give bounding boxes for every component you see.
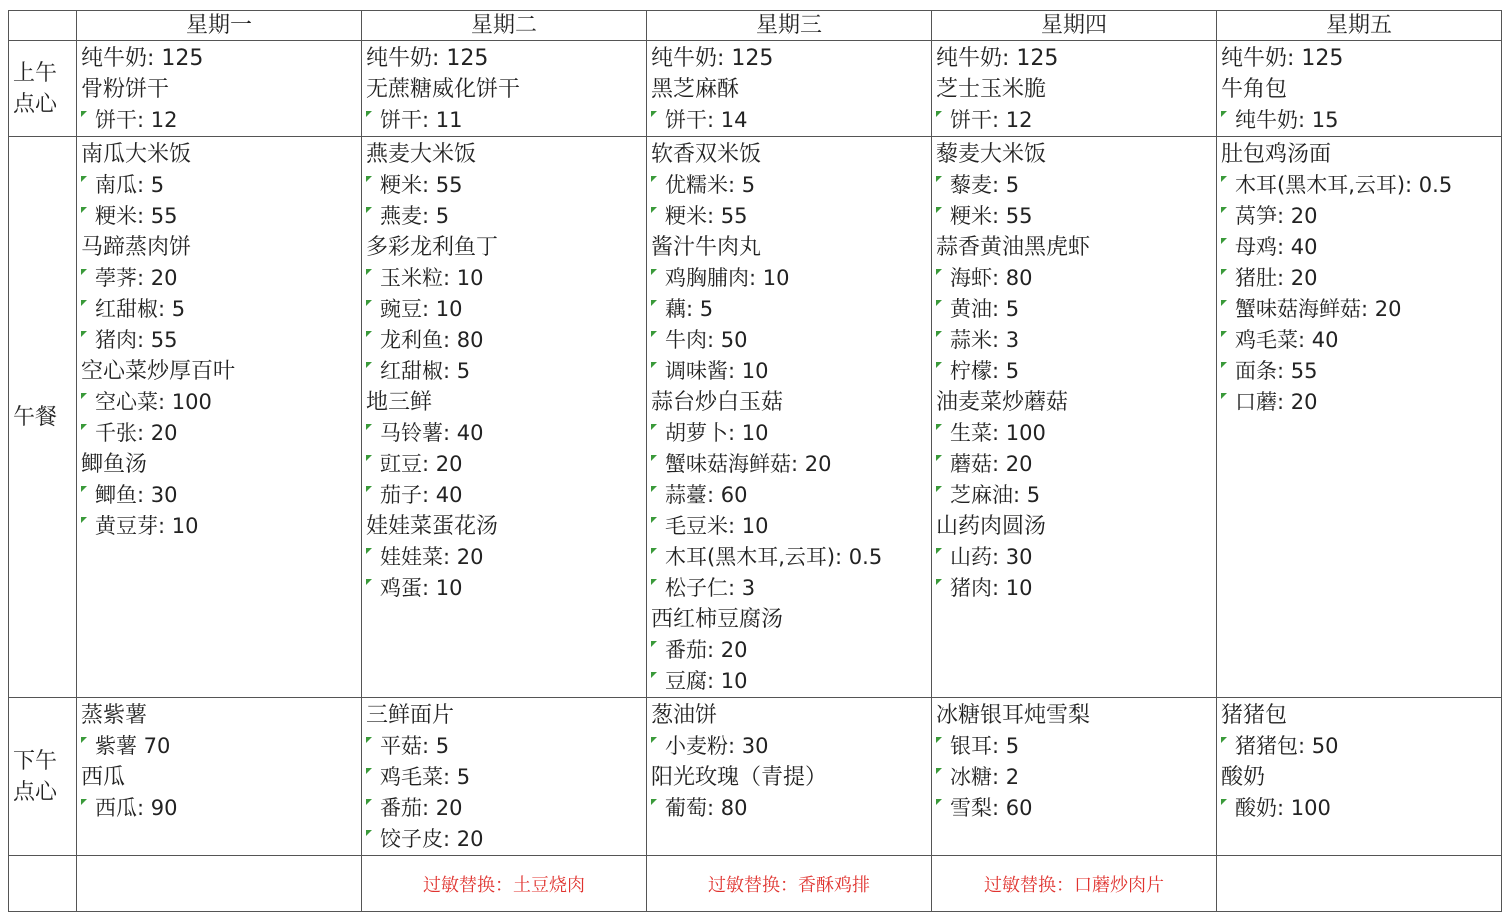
ingredient-item: 小麦粉: 30 (651, 731, 931, 762)
dish-name: 藜麦大米饭 (936, 142, 1047, 167)
allergy-note (1217, 856, 1502, 912)
ingredient-item: 荸荠: 20 (81, 263, 361, 294)
dish-name: 葱油饼 (651, 703, 718, 728)
ingredient-item: 调味酱: 10 (651, 356, 931, 387)
weekly-menu-table (8, 10, 1502, 912)
dish-name: 牛角包 (1221, 77, 1288, 102)
ingredient-item: 娃娃菜: 20 (366, 542, 646, 573)
menu-cell (932, 698, 1217, 856)
ingredient-item: 紫薯 70 (81, 731, 361, 762)
ingredient-item: 红甜椒: 5 (366, 356, 646, 387)
ingredient-item: 玉米粒: 10 (366, 263, 646, 294)
ingredient-item: 毛豆米: 10 (651, 511, 931, 542)
ingredient-item: 松子仁: 3 (651, 573, 931, 604)
ingredient-item: 纯牛奶: 15 (1221, 105, 1501, 136)
menu-cell (77, 41, 362, 137)
dish-name: 骨粉饼干 (81, 77, 170, 102)
dish-name: 西红柿豆腐汤 (651, 607, 784, 632)
menu-cell (1217, 41, 1502, 137)
ingredient-item: 饼干: 11 (366, 105, 646, 136)
dish-name: 纯牛奶: 125 (936, 46, 1059, 71)
dish-name: 芝士玉米脆 (936, 77, 1047, 102)
menu-cell (77, 137, 362, 698)
ingredient-item: 粳米: 55 (366, 170, 646, 201)
dish-name: 空心菜炒厚百叶 (81, 359, 236, 384)
ingredient-item: 海虾: 80 (936, 263, 1216, 294)
dish-name: 鲫鱼汤 (81, 452, 148, 477)
ingredient-item: 鸡毛菜: 40 (1221, 325, 1501, 356)
ingredient-item: 葡萄: 80 (651, 793, 931, 824)
dish-name: 蒜台炒白玉菇 (651, 390, 784, 415)
ingredient-item: 冰糖: 2 (936, 762, 1216, 793)
ingredient-item: 木耳(黑木耳,云耳): 0.5 (651, 542, 931, 573)
meal-row-afternoon (9, 698, 1502, 856)
allergy-note: 过敏替换：土豆烧肉 (362, 856, 647, 912)
day-header: 星期五 (1217, 11, 1502, 41)
dish-name: 地三鲜 (366, 390, 433, 415)
dish-name: 纯牛奶: 125 (1221, 46, 1344, 71)
ingredient-item: 茄子: 40 (366, 480, 646, 511)
ingredient-item: 面条: 55 (1221, 356, 1501, 387)
ingredient-item: 饼干: 14 (651, 105, 931, 136)
ingredient-item: 木耳(黑木耳,云耳): 0.5 (1221, 170, 1501, 201)
ingredient-item: 口蘑: 20 (1221, 387, 1501, 418)
dish-name: 冰糖银耳炖雪梨 (936, 703, 1091, 728)
dish-name: 酸奶 (1221, 765, 1266, 790)
ingredient-item: 番茄: 20 (651, 635, 931, 666)
ingredient-item: 优糯米: 5 (651, 170, 931, 201)
allergy-note (77, 856, 362, 912)
meal-label: 下午 点心 (9, 698, 77, 856)
allergy-note: 过敏替换：口蘑炒肉片 (932, 856, 1217, 912)
menu-cell (1217, 137, 1502, 698)
menu-cell (647, 137, 932, 698)
day-header: 星期二 (362, 11, 647, 41)
dish-name: 无蔗糖威化饼干 (366, 77, 521, 102)
ingredient-item: 生菜: 100 (936, 418, 1216, 449)
dish-name: 蒜香黄油黑虎虾 (936, 235, 1091, 260)
ingredient-item: 南瓜: 5 (81, 170, 361, 201)
dish-name: 阳光玫瑰（青提） (651, 765, 828, 790)
ingredient-item: 母鸡: 40 (1221, 232, 1501, 263)
dish-name: 黑芝麻酥 (651, 77, 740, 102)
dish-name: 油麦菜炒蘑菇 (936, 390, 1069, 415)
ingredient-item: 千张: 20 (81, 418, 361, 449)
dish-name: 燕麦大米饭 (366, 142, 477, 167)
ingredient-item: 平菇: 5 (366, 731, 646, 762)
ingredient-item: 猪猪包: 50 (1221, 731, 1501, 762)
dish-name: 酱汁牛肉丸 (651, 235, 762, 260)
menu-cell (647, 41, 932, 137)
ingredient-item: 西瓜: 90 (81, 793, 361, 824)
corner-cell (9, 11, 77, 41)
ingredient-item: 鸡胸脯肉: 10 (651, 263, 931, 294)
dish-name: 山药肉圆汤 (936, 514, 1047, 539)
ingredient-item: 饼干: 12 (81, 105, 361, 136)
ingredient-item: 鸡毛菜: 5 (366, 762, 646, 793)
day-header: 星期一 (77, 11, 362, 41)
ingredient-item: 鲫鱼: 30 (81, 480, 361, 511)
ingredient-item: 马铃薯: 40 (366, 418, 646, 449)
menu-cell (932, 41, 1217, 137)
dish-name: 猪猪包 (1221, 703, 1288, 728)
day-header: 星期四 (932, 11, 1217, 41)
ingredient-item: 番茄: 20 (366, 793, 646, 824)
meal-label: 午餐 (9, 137, 77, 698)
ingredient-item: 粳米: 55 (81, 201, 361, 232)
menu-cell (362, 41, 647, 137)
ingredient-item: 黄豆芽: 10 (81, 511, 361, 542)
menu-cell (77, 698, 362, 856)
meal-row-lunch (9, 137, 1502, 698)
dish-name: 多彩龙利鱼丁 (366, 235, 499, 260)
ingredient-item: 饺子皮: 20 (366, 824, 646, 855)
ingredient-item: 饼干: 12 (936, 105, 1216, 136)
allergy-row (9, 856, 1502, 912)
ingredient-item: 黄油: 5 (936, 294, 1216, 325)
ingredient-item: 藕: 5 (651, 294, 931, 325)
allergy-label-cell (9, 856, 77, 912)
ingredient-item: 鸡蛋: 10 (366, 573, 646, 604)
ingredient-item: 燕麦: 5 (366, 201, 646, 232)
ingredient-item: 蘑菇: 20 (936, 449, 1216, 480)
dish-name: 蒸紫薯 (81, 703, 148, 728)
dish-name: 三鲜面片 (366, 703, 455, 728)
ingredient-item: 猪肚: 20 (1221, 263, 1501, 294)
dish-name: 软香双米饭 (651, 142, 762, 167)
ingredient-item: 银耳: 5 (936, 731, 1216, 762)
meal-label: 上午 点心 (9, 41, 77, 137)
dish-name: 马蹄蒸肉饼 (81, 235, 192, 260)
ingredient-item: 蒜米: 3 (936, 325, 1216, 356)
menu-cell (362, 698, 647, 856)
dish-name: 纯牛奶: 125 (366, 46, 489, 71)
dish-name: 南瓜大米饭 (81, 142, 192, 167)
menu-cell (362, 137, 647, 698)
ingredient-item: 猪肉: 10 (936, 573, 1216, 604)
dish-name: 娃娃菜蛋花汤 (366, 514, 499, 539)
ingredient-item: 柠檬: 5 (936, 356, 1216, 387)
ingredient-item: 龙利鱼: 80 (366, 325, 646, 356)
ingredient-item: 蒜薹: 60 (651, 480, 931, 511)
ingredient-item: 豆腐: 10 (651, 666, 931, 697)
menu-cell (932, 137, 1217, 698)
ingredient-item: 空心菜: 100 (81, 387, 361, 418)
ingredient-item: 雪梨: 60 (936, 793, 1216, 824)
day-header: 星期三 (647, 11, 932, 41)
ingredient-item: 粳米: 55 (651, 201, 931, 232)
ingredient-item: 豇豆: 20 (366, 449, 646, 480)
ingredient-item: 红甜椒: 5 (81, 294, 361, 325)
ingredient-item: 猪肉: 55 (81, 325, 361, 356)
ingredient-item: 蟹味菇海鲜菇: 20 (1221, 294, 1501, 325)
allergy-note: 过敏替换：香酥鸡排 (647, 856, 932, 912)
ingredient-item: 酸奶: 100 (1221, 793, 1501, 824)
meal-row-morning (9, 41, 1502, 137)
ingredient-item: 芝麻油: 5 (936, 480, 1216, 511)
dish-name: 纯牛奶: 125 (81, 46, 204, 71)
dish-name: 肚包鸡汤面 (1221, 142, 1332, 167)
dish-name: 纯牛奶: 125 (651, 46, 774, 71)
ingredient-item: 胡萝卜: 10 (651, 418, 931, 449)
menu-cell (1217, 698, 1502, 856)
ingredient-item: 藜麦: 5 (936, 170, 1216, 201)
ingredient-item: 莴笋: 20 (1221, 201, 1501, 232)
ingredient-item: 豌豆: 10 (366, 294, 646, 325)
ingredient-item: 蟹味菇海鲜菇: 20 (651, 449, 931, 480)
dish-name: 西瓜 (81, 765, 126, 790)
ingredient-item: 牛肉: 50 (651, 325, 931, 356)
header-row (9, 11, 1502, 41)
ingredient-item: 山药: 30 (936, 542, 1216, 573)
ingredient-item: 粳米: 55 (936, 201, 1216, 232)
menu-cell (647, 698, 932, 856)
